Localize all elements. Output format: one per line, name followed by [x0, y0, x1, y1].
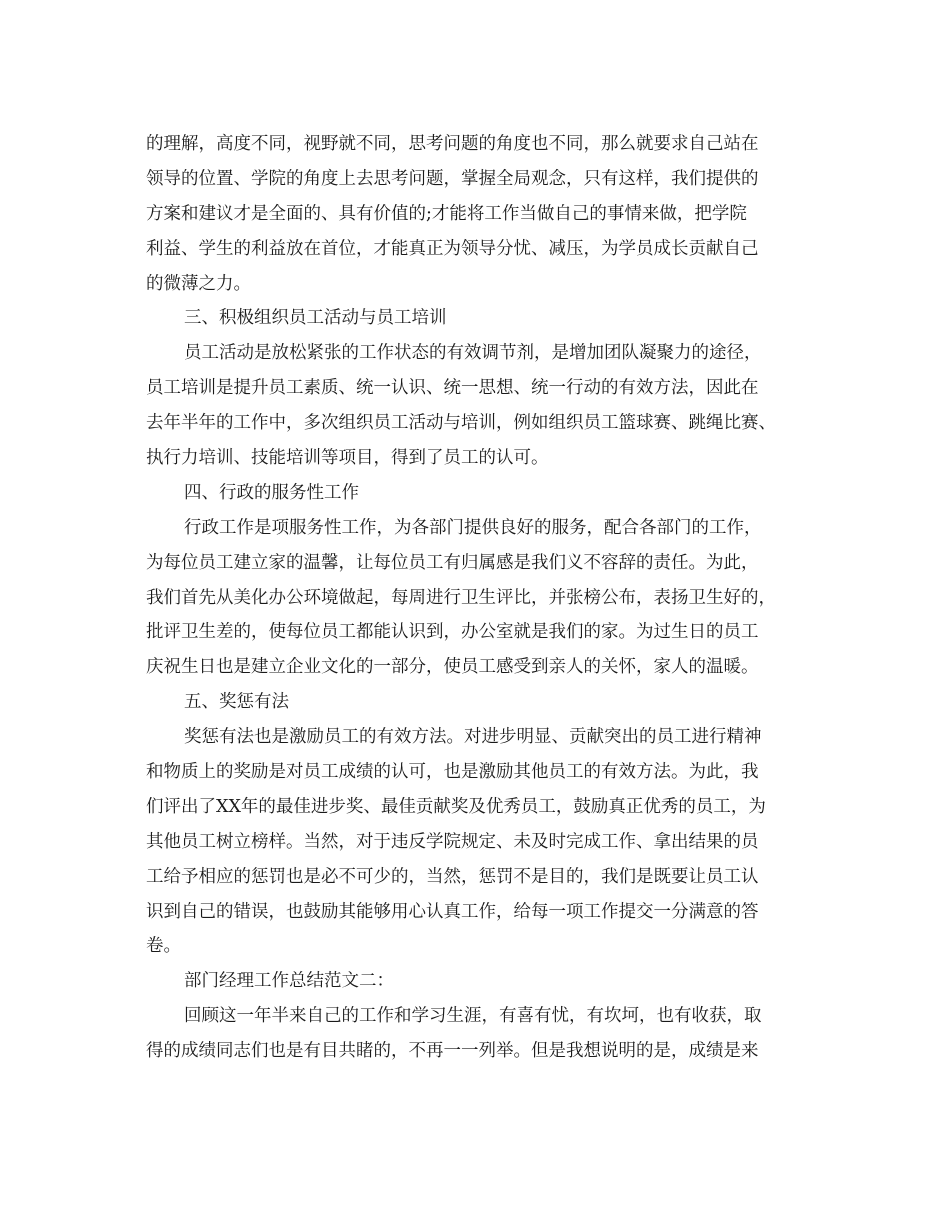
text-line: 为每位员工建立家的温馨，让每位员工有归属感是我们义不容辞的责任。为此， — [146, 552, 759, 573]
text-line: 批评卫生差的，使每位员工都能认识到，办公室就是我们的家。为过生日的员工 — [146, 622, 759, 643]
text-line: 三、积极组织员工活动与员工培训 — [184, 308, 447, 329]
text-line: 工给予相应的惩罚也是必不可少的，当然，惩罚不是目的，我们是既要让员工认 — [146, 866, 759, 887]
text-line: 识到自己的错误，也鼓励其能够用心认真工作，给每一项工作提交一分满意的答 — [146, 901, 759, 922]
text-line: 我们首先从美化办公环境做起，每周进行卫生评比，并张榜公布，表扬卫生好的， — [146, 587, 776, 608]
text-line: 行政工作是项服务性工作，为各部门提供良好的服务，配合各部门的工作， — [184, 517, 762, 538]
text-line: 庆祝生日也是建立企业文化的一部分，使员工感受到亲人的关怀，家人的温暖。 — [146, 657, 759, 678]
text-line: 五、奖惩有法 — [184, 692, 289, 713]
text-line: 执行力培训、技能培训等项目，得到了员工的认可。 — [146, 448, 549, 469]
text-line: 得的成绩同志们也是有目共睹的，不再一一列举。但是我想说明的是，成绩是来 — [146, 1041, 759, 1062]
text-line: 部门经理工作总结范文二： — [184, 971, 394, 992]
text-line: 利益、学生的利益放在首位，才能真正为领导分忧、减压，为学员成长贡献自己 — [146, 238, 759, 259]
text-line: 回顾这一年半来自己的工作和学习生涯，有喜有忧，有坎坷，也有收获，取 — [184, 1006, 762, 1027]
text-line: 员工培训是提升员工素质、统一认识、统一思想、统一行动的有效方法，因此在 — [146, 378, 759, 399]
text-line: 们评出了XX年的最佳进步奖、最佳贡献奖及优秀员工，鼓励真正优秀的员工，为 — [146, 796, 766, 817]
text-line: 和物质上的奖励是对员工成绩的认可，也是激励其他员工的有效方法。为此，我 — [146, 762, 759, 783]
text-line: 去年半年的工作中，多次组织员工活动与培训，例如组织员工篮球赛、跳绳比赛、 — [146, 413, 776, 434]
text-line: 的微薄之力。 — [146, 273, 251, 294]
text-line: 领导的位置、学院的角度上去思考问题，掌握全局观念，只有这样，我们提供的 — [146, 168, 759, 189]
text-line: 四、行政的服务性工作 — [184, 482, 359, 503]
text-line: 卷。 — [146, 936, 181, 957]
text-line: 其他员工树立榜样。当然，对于违反学院规定、未及时完成工作、拿出结果的员 — [146, 831, 759, 852]
text-line: 员工活动是放松紧张的工作状态的有效调节剂，是增加团队凝聚力的途径， — [184, 343, 762, 364]
document-body — [146, 127, 806, 1069]
text-line: 方案和建议才是全面的、具有价值的;才能将工作当做自己的事情来做，把学院 — [146, 203, 747, 224]
text-line: 奖惩有法也是激励员工的有效方法。对进步明显、贡献突出的员工进行精神 — [184, 727, 762, 748]
text-line: 的理解，高度不同，视野就不同，思考问题的角度也不同，那么就要求自己站在 — [146, 134, 759, 154]
